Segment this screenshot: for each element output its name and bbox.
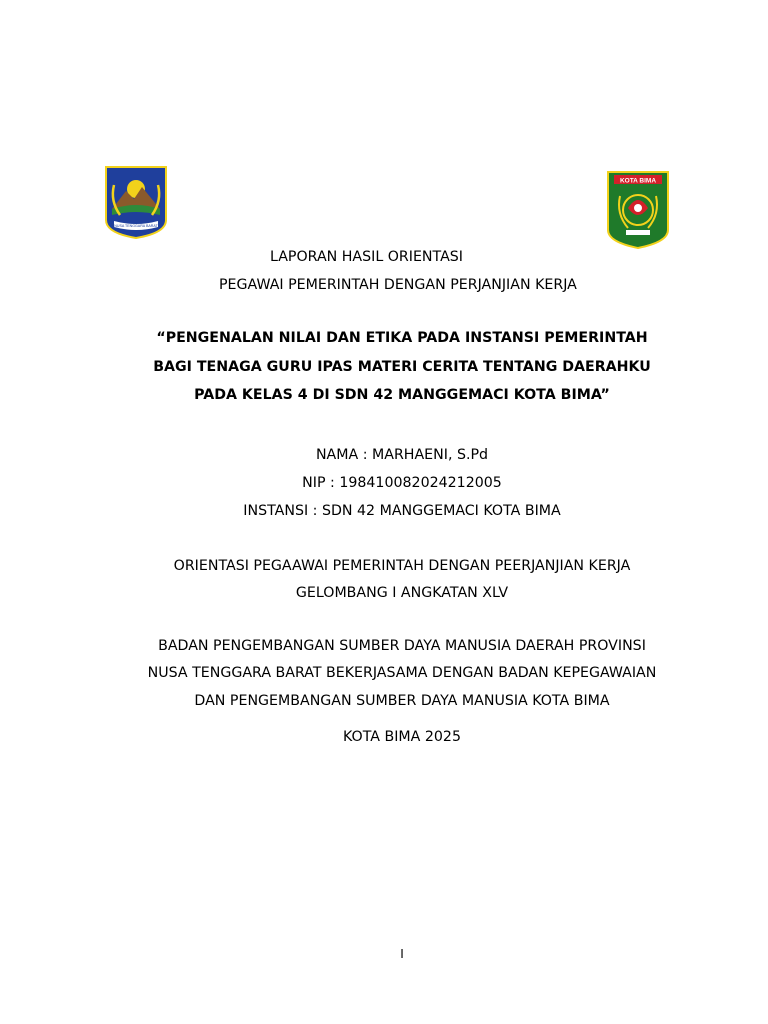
- program-line-1: ORIENTASI PEGAAWAI PEMERINTAH DENGAN PEERJANJIAN KERJA: [173, 558, 631, 574]
- organizer-line-2: NUSA TENGGARA BARAT BEKERJASAMA DENGAN BADAN KEPEGAWAIAN: [147, 665, 657, 681]
- report-subtitle: PEGAWAI PEMERINTAH DENGAN PERJANJIAN KERJA: [219, 277, 577, 293]
- kota-bima-banner-text: KOTA BIMA: [619, 177, 657, 185]
- author-instansi: INSTANSI : SDN 42 MANGGEMACI KOTA BIMA: [243, 503, 561, 519]
- organizer-line-3: DAN PENGEMBANGAN SUMBER DAYA MANUSIA KOTA BIMA: [194, 693, 610, 709]
- page-number: I: [400, 947, 404, 961]
- place-year: KOTA BIMA 2025: [343, 729, 461, 745]
- title-line-1: “PENGENALAN NILAI DAN ETIKA PADA INSTANSI PEMERINTAH: [156, 330, 648, 346]
- kota-bima-emblem-logo: [606, 170, 670, 250]
- program-line-2: GELOMBANG I ANGKATAN XLV: [295, 585, 509, 601]
- ntb-province-emblem-logo: [104, 165, 168, 240]
- ntb-emblem-banner-text: NUSA TENGGARA BARAT: [114, 224, 158, 228]
- author-name: NAMA : MARHAENI, S.Pd: [315, 447, 489, 463]
- report-type: LAPORAN HASIL ORIENTASI: [270, 249, 463, 265]
- title-line-3: PADA KELAS 4 DI SDN 42 MANGGEMACI KOTA BIMA”: [194, 387, 610, 403]
- author-nip: NIP : 198410082024212005: [302, 475, 502, 491]
- title-line-2: BAGI TENAGA GURU IPAS MATERI CERITA TENTANG DAERAHKU: [153, 359, 651, 375]
- organizer-line-1: BADAN PENGEMBANGAN SUMBER DAYA MANUSIA DAERAH PROVINSI: [158, 638, 646, 654]
